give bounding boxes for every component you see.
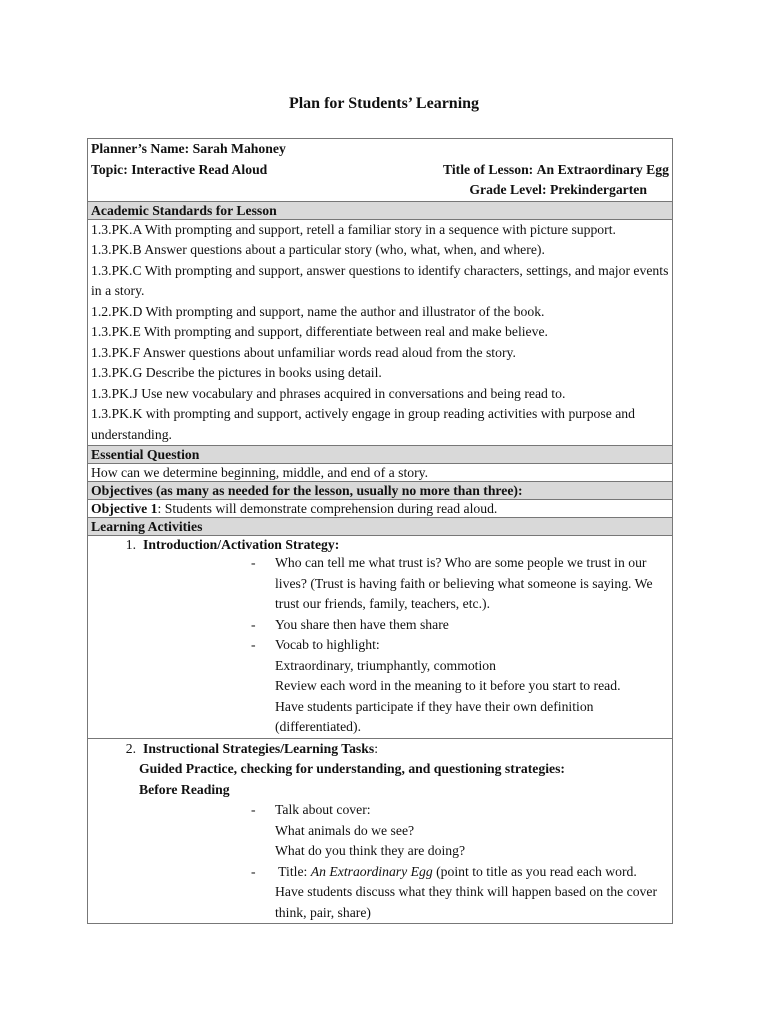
topic-group <box>91 160 267 181</box>
dash-marker: - <box>251 616 256 632</box>
document-title: Plan for Students’ Learning <box>288 95 480 112</box>
standard-item: 1.3.PK.B Answer questions about a particular story (who, what, when, and where). <box>91 242 545 257</box>
standards-list <box>88 219 672 446</box>
section-subtitle: Guided Practice, checking for understanding, and questioning strategies: <box>139 761 565 776</box>
topic-line <box>91 160 669 181</box>
topic-value: Interactive Read Aloud <box>131 161 268 177</box>
essential-question-heading: Essential Question <box>88 445 672 463</box>
standard-item: 1.3.PK.K with prompting and support, actively engage in group reading activities with purpose and understanding. <box>91 406 635 442</box>
standard-item: 1.3.PK.C With prompting and support, answer questions to identify characters, settings, and major events in a story. <box>91 262 669 298</box>
planner-line <box>91 139 669 160</box>
dash-marker: - <box>251 555 256 570</box>
section-title: Instructional Strategies/Learning Tasks <box>143 740 375 756</box>
planner-name: Sarah Mahoney <box>192 141 286 156</box>
question-line: What do you think they are doing? <box>275 843 466 858</box>
header-cell <box>88 139 672 201</box>
bullet-text: Vocab to highlight: <box>275 637 380 652</box>
bullet-item <box>251 553 669 615</box>
dash-marker: - <box>251 802 256 817</box>
objective-1 <box>88 499 672 517</box>
standard-item: 1.2.PK.D With prompting and support, name the author and illustrator of the book. <box>91 303 545 319</box>
title-prefix: Title: <box>275 863 311 879</box>
vocab-note: Review each word in the meaning to it before you start to read. <box>275 678 621 693</box>
section-2-header <box>91 739 669 760</box>
vocab-words: Extraordinary, triumphantly, commotion <box>275 657 496 673</box>
topic-label: Topic: <box>91 161 128 177</box>
standard-item: 1.3.PK.J Use new vocabulary and phrases acquired in conversations and being read to. <box>91 385 566 401</box>
bullet-item <box>251 615 669 636</box>
bullet-text: Talk about cover: <box>275 802 371 817</box>
section-number: 2. <box>125 740 136 756</box>
standard-item: 1.3.PK.F Answer questions about unfamiliar words read aloud from the story. <box>91 344 516 360</box>
bullet-item <box>251 635 669 656</box>
section-number: 1. <box>125 537 136 552</box>
lesson-title-group <box>443 160 669 181</box>
grade-line <box>91 180 669 201</box>
dash-marker: - <box>251 863 256 879</box>
learning-activities-heading: Learning Activities <box>88 517 672 535</box>
standard-item: 1.3.PK.E With prompting and support, differentiate between real and make believe. <box>91 324 548 339</box>
objective-text: : Students will demonstrate comprehension during read aloud. <box>157 501 498 516</box>
grade-label: Grade Level: <box>469 182 547 197</box>
bullet-item <box>251 800 669 821</box>
standard-item: 1.3.PK.G Describe the pictures in books using detail. <box>91 365 382 380</box>
section-title-colon: : <box>374 740 379 756</box>
question-line: What animals do we see? <box>275 822 415 838</box>
planner-label: Planner’s Name: <box>91 141 190 156</box>
objectives-heading: Objectives (as many as needed for the lesson, usually no more than three): <box>88 481 672 499</box>
book-title: An Extraordinary Egg <box>310 863 433 879</box>
bullet-text: Who can tell me what trust is? Who are some people we trust in our lives? (Trust is having faith or believing what someone is saying. We trust our friends, family, teachers, etc.). <box>275 555 653 611</box>
grade-value: Prekindergarten <box>549 182 647 197</box>
essential-question-text: How can we determine beginning, middle, and end of a story. <box>88 463 672 481</box>
bullet-text <box>275 862 669 924</box>
bullet-text: You share then have them share <box>275 616 449 632</box>
lesson-plan-table <box>87 138 673 924</box>
activity-section-2 <box>88 738 672 924</box>
dash-marker: - <box>251 637 256 652</box>
standards-heading: Academic Standards for Lesson <box>88 201 672 219</box>
section-title: Introduction/Activation Strategy: <box>143 537 340 552</box>
title-rest: (point to title as you read each word. Have students discuss what they think will happen based on the cover think, pair, share) <box>275 863 658 920</box>
activity-section-1 <box>88 535 672 738</box>
vocab-note: Have students participate if they have their own definition (differentiated). <box>275 698 594 734</box>
phase-heading: Before Reading <box>139 781 230 797</box>
objective-label: Objective 1 <box>91 501 158 516</box>
section-1-header <box>91 536 669 553</box>
lesson-title-value: An Extraordinary Egg <box>536 161 669 177</box>
standard-item: 1.3.PK.A With prompting and support, retell a familiar story in a sequence with picture support. <box>91 221 616 237</box>
bullet-item <box>251 862 669 924</box>
lesson-title-label: Title of Lesson: <box>443 161 534 177</box>
section-title-group <box>139 739 378 760</box>
